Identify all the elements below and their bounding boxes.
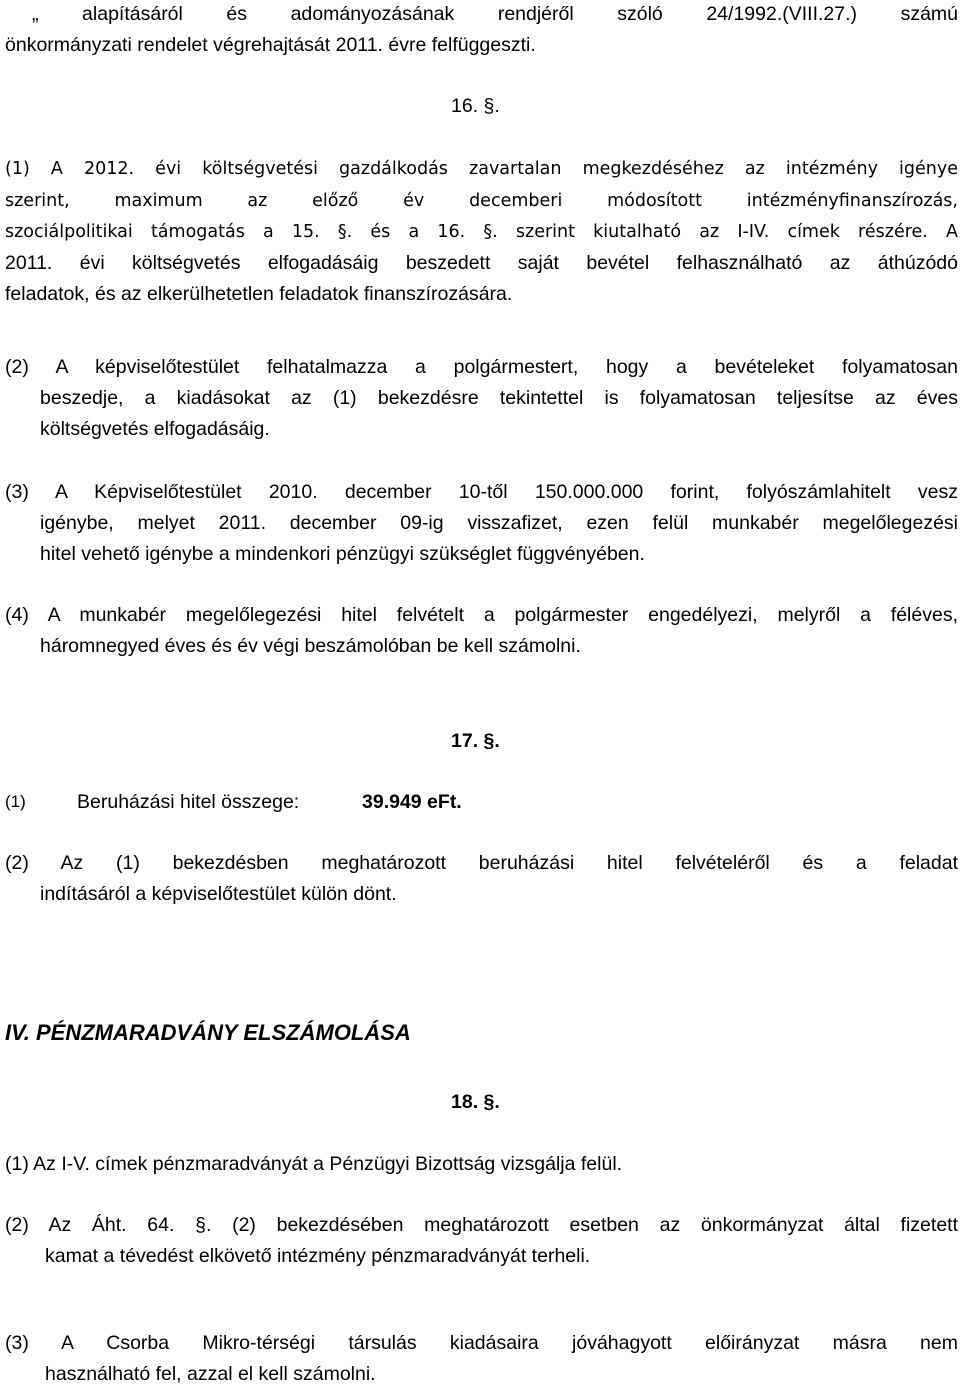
- paragraph-line: használható fel, azzal el kell számolni.: [45, 1363, 376, 1385]
- paragraph-line: 2011. évi költségvetés elfogadásáig beszedett saját bevétel felhasználható az áthúzódó: [5, 252, 958, 274]
- paragraph-line: (4) A munkabér megelőlegezési hitel felvételt a polgármester engedélyezi, melyről a féléves,: [5, 604, 958, 626]
- intro-line: önkormányzati rendelet végrehajtását 2011. évre felfüggeszti.: [5, 34, 536, 56]
- paragraph-line: igénybe, melyet 2011. december 09-ig visszafizet, ezen felül munkabér megelőlegezési: [40, 512, 958, 534]
- paragraph-line: költségvetés elfogadásáig.: [40, 418, 270, 440]
- paragraph-line: indításáról a képviselőtestület külön dönt.: [40, 883, 397, 905]
- intro-line: „ alapításáról és adományozásának rendjéről szóló 24/1992.(VIII.27.) számú: [32, 3, 958, 25]
- paragraph-line: feladatok, és az elkerülhetetlen feladatok finanszírozására.: [5, 283, 513, 305]
- paragraph-line: (2) A képviselőtestület felhatalmazza a polgármestert, hogy a bevételeket folyamatosan: [5, 356, 958, 378]
- section-iv-title: IV. PÉNZMARADVÁNY ELSZÁMOLÁSA: [5, 1020, 411, 1045]
- paragraph-line: szerint, maximum az előző év decemberi módosított intézményfinanszírozás,: [5, 191, 958, 211]
- paragraph-line: hitel vehető igénybe a mindenkori pénzügyi szükséglet függvényében.: [40, 543, 645, 565]
- paragraph-line: (2) Az (1) bekezdésben meghatározott beruházási hitel felvételéről és a feladat: [5, 852, 958, 874]
- paragraph-line: beszedje, a kiadásokat az (1) bekezdésre tekintettel is folyamatosan teljesítse az éves: [40, 387, 958, 409]
- paragraph-line: Beruházási hitel összege:: [77, 791, 300, 813]
- loan-amount: 39.949 eFt.: [362, 791, 462, 813]
- section-18-heading: 18. §.: [451, 1091, 500, 1113]
- section-17-heading: 17. §.: [451, 730, 500, 752]
- paragraph-line: (3) A Csorba Mikro-térségi társulás kiadásaira jóváhagyott előirányzat másra nem: [5, 1332, 958, 1354]
- paragraph-line: szociálpolitikai támogatás a 15. §. és a 16. §. szerint kiutalható az I-IV. címek részére. A: [5, 222, 958, 242]
- paragraph-line: (3) A Képviselőtestület 2010. december 10-től 150.000.000 forint, folyószámlahitelt vesz: [5, 481, 958, 503]
- paragraph-line: (1) Az I-V. címek pénzmaradványát a Pénzügyi Bizottság vizsgálja felül.: [5, 1153, 623, 1175]
- paragraph-line: kamat a tévedést elkövető intézmény pénzmaradványát terheli.: [45, 1245, 591, 1267]
- paragraph-line: háromnegyed éves és év végi beszámolóban be kell számolni.: [40, 635, 581, 657]
- paragraph-number: (1): [5, 792, 26, 811]
- paragraph-line: (2) Az Áht. 64. §. (2) bekezdésében meghatározott esetben az önkormányzat által fizetett: [5, 1214, 958, 1236]
- paragraph-line: (1) A 2012. évi költségvetési gazdálkodás zavartalan megkezdéséhez az intézmény igénye: [5, 159, 958, 179]
- section-16-heading: 16. §.: [451, 95, 500, 117]
